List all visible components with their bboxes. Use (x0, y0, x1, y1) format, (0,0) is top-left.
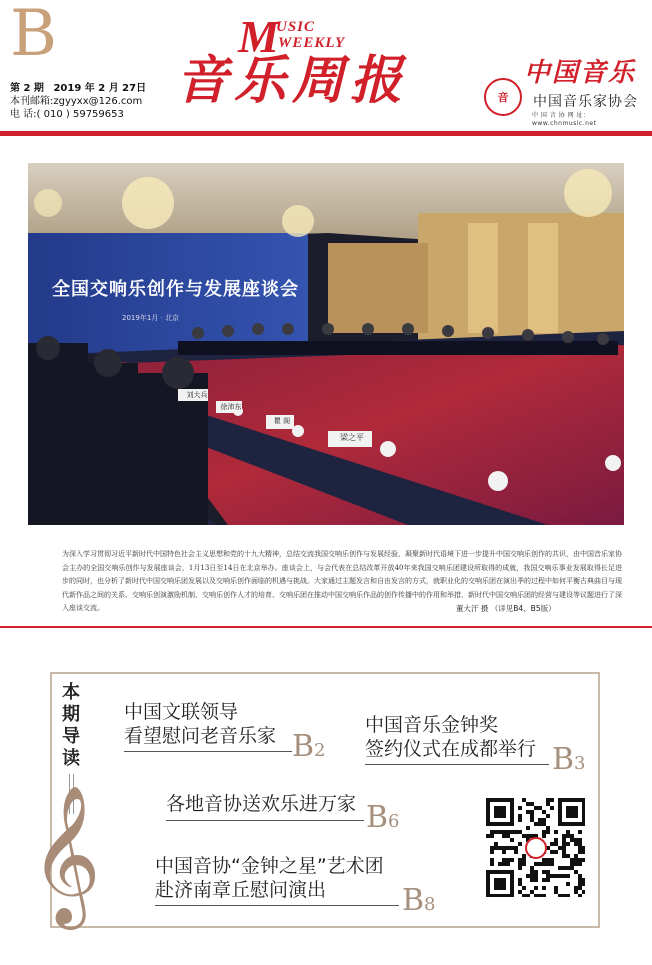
page-number: 2 (314, 740, 326, 761)
guide-item-title: 看望慰问老音乐家 (124, 725, 277, 747)
association-name: 中国音乐家协会 (533, 94, 638, 110)
name-card: 徐沛东 (220, 403, 242, 411)
banner-date: 2019年1月 · 北京 (122, 314, 179, 322)
guide-item-underline (124, 751, 292, 752)
page-letter: B (366, 800, 389, 835)
qr-code-icon[interactable] (485, 797, 587, 899)
page-letter: B (402, 883, 425, 918)
music-logo-weekly: WEEKLY (278, 35, 346, 51)
guide-item-title: 各地音协送欢乐进万家 (166, 793, 357, 815)
masthead-divider (0, 131, 652, 136)
music-logo-m: M (238, 11, 279, 62)
guide-item-underline (166, 820, 364, 821)
page-letter: B (292, 729, 315, 764)
issue-number: 第 2 期 (10, 83, 44, 94)
guide-item-3[interactable] (166, 792, 356, 816)
guide-item-2-page[interactable] (552, 742, 586, 777)
paper-title: 音乐周报 (176, 50, 409, 111)
guide-item-underline (155, 905, 399, 906)
photo-caption: 为深入学习贯彻习近平新时代中国特色社会主义思想和党的十九大精神，总结交流我国交响乐创作与发展经验，凝聚新时代语境下进一步提升中国交响乐创作的共识，由中国音乐家协会主办的全国交响乐创作与发展座谈会，1月13日至14日在北京举办。座谈会上，与会代表在总结改革开放40年来我国交响乐团建设所取得的成就，我国交响乐事业发展取得长足进步的同时，也分析了新时代中国交响乐团发展以及交响乐创作面临的机遇与挑战。大家通过主题发言和自由发言的方式，就职业化的交响乐团在演出季的过程中如何平衡古典曲目与现代新作品之间的关系、交响乐创演激励机制、交响乐创作人才的培育、交响乐团在推动中国交响乐作品的创作传播中的作用和举措、新时代中国交响乐团的经营与建设等议题进行了深入座谈交流。 (62, 550, 622, 612)
issue-date: 2019 年 2 月 27日 (53, 83, 147, 94)
guide-item-title: 中国音协“金钟之星”艺术团 (155, 855, 384, 877)
guide-item-underline (365, 764, 549, 765)
section-letter: B (10, 0, 58, 71)
guide-item-1[interactable] (124, 700, 276, 748)
guide-item-title: 中国文联领导 (124, 701, 239, 723)
page-number: 8 (424, 894, 436, 915)
guide-item-title: 签约仪式在成都举行 (365, 738, 537, 760)
guide-item-4-page[interactable] (402, 883, 436, 918)
music-logo-usic: USIC (276, 19, 316, 35)
guide-item-title: 赴济南章丘慰问演出 (155, 879, 327, 901)
conference-photo (28, 163, 624, 525)
section-divider (0, 626, 652, 628)
association-calligraphy: 中国音乐 (524, 58, 637, 88)
association-logo-icon (484, 78, 522, 116)
issue-info (10, 82, 146, 121)
name-card: 梁之平 (340, 433, 364, 442)
photo-illustration (28, 163, 624, 525)
treble-clef-icon: 𝄞 (30, 785, 101, 924)
guide-item-title: 中国音乐金钟奖 (365, 714, 499, 736)
qr-pattern (485, 797, 585, 897)
association-url: 中 国 音 协 网 址： www.chnmusic.net (532, 112, 597, 127)
issue-guide-label: 本期导读 (62, 682, 80, 769)
guide-item-2[interactable] (365, 713, 536, 761)
photo-credit: 董大汗 摄 （详见B4、B5版） (456, 604, 556, 613)
phone-line: 电 话:( 010 ) 59759653 (10, 109, 124, 120)
email-line: 本刊邮箱:zgyyxx@126.com (10, 96, 143, 107)
page-letter: B (552, 742, 575, 777)
name-card: 刘大兵 (186, 391, 208, 399)
page-number: 3 (574, 753, 586, 774)
guide-item-4[interactable] (155, 854, 384, 902)
association-seal-text: 音 (497, 91, 509, 104)
banner-title: 全国交响乐创作与发展座谈会 (52, 279, 299, 300)
guide-item-3-page[interactable] (366, 800, 400, 835)
page-number: 6 (388, 811, 400, 832)
guide-item-1-page[interactable] (292, 729, 326, 764)
name-card: 瞿 阁 (273, 417, 291, 425)
